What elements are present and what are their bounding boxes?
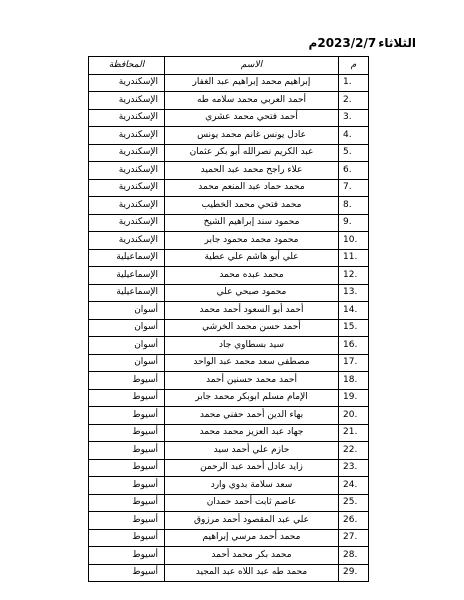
table-row — [89, 214, 369, 232]
table-row — [89, 477, 369, 495]
row-governorate: الإسكندرية — [89, 109, 165, 127]
table-row — [89, 389, 369, 407]
row-name: محمد حماد عبد المنعم محمد — [165, 179, 339, 197]
row-governorate: أسيوط — [89, 372, 165, 390]
row-name: جهاد عبد العزيز محمد محمد — [165, 424, 339, 442]
row-governorate: أسيوط — [89, 389, 165, 407]
row-number: 23. — [339, 459, 369, 477]
row-governorate: الإسماعيلية — [89, 249, 165, 267]
table-row — [89, 144, 369, 162]
table-row — [89, 249, 369, 267]
row-number: 6. — [339, 162, 369, 180]
row-name: علي أبو هاشم علي عطية — [165, 249, 339, 267]
table-header-row — [89, 57, 369, 75]
page-heading — [309, 36, 416, 50]
table-row — [89, 92, 369, 110]
row-governorate: الإسكندرية — [89, 214, 165, 232]
row-name: محمود صبحي علي — [165, 284, 339, 302]
row-name: عاصم ثابت أحمد حمدان — [165, 494, 339, 512]
row-number: 10. — [339, 232, 369, 250]
row-name: أحمد العربي محمد سلامه طه — [165, 92, 339, 110]
table-row — [89, 109, 369, 127]
row-number: 15. — [339, 319, 369, 337]
table-row — [89, 74, 369, 92]
row-governorate: الإسكندرية — [89, 162, 165, 180]
table-row — [89, 424, 369, 442]
row-name: عبد الكريم نصرالله أبو بكر عثمان — [165, 144, 339, 162]
table-row — [89, 564, 369, 582]
row-name: محمد بكر محمد أحمد — [165, 547, 339, 565]
row-governorate: الإسكندرية — [89, 92, 165, 110]
row-governorate: الإسكندرية — [89, 144, 165, 162]
table-row — [89, 354, 369, 372]
table-row — [89, 232, 369, 250]
row-governorate: أسوان — [89, 354, 165, 372]
row-number: 21. — [339, 424, 369, 442]
table-row — [89, 284, 369, 302]
row-number: 7. — [339, 179, 369, 197]
table-row — [89, 267, 369, 285]
row-number: 17. — [339, 354, 369, 372]
row-name: بهاء الدين أحمد حفني محمد — [165, 407, 339, 425]
row-number: 27. — [339, 529, 369, 547]
table-row — [89, 547, 369, 565]
table-row — [89, 459, 369, 477]
column-header-governorate: المحافظة — [89, 57, 165, 75]
participants-table — [88, 56, 369, 582]
row-name: سيد بسطاوي جاد — [165, 337, 339, 355]
row-governorate: أسوان — [89, 319, 165, 337]
row-name: زايد عادل أحمد عبد الرحمن — [165, 459, 339, 477]
table-row — [89, 512, 369, 530]
table-row — [89, 529, 369, 547]
row-name: عادل يونس غانم محمد يونس — [165, 127, 339, 145]
row-governorate: الإسكندرية — [89, 232, 165, 250]
row-number: 25. — [339, 494, 369, 512]
row-number: 13. — [339, 284, 369, 302]
row-number: 26. — [339, 512, 369, 530]
row-name: إبراهيم محمد إبراهيم عبد الغفار — [165, 74, 339, 92]
row-number: 19. — [339, 389, 369, 407]
row-name: أحمد أبو السعود أحمد محمد — [165, 302, 339, 320]
row-governorate: أسيوط — [89, 494, 165, 512]
row-governorate: أسيوط — [89, 547, 165, 565]
row-name: محمد أحمد مرسي إبراهيم — [165, 529, 339, 547]
row-governorate: أسيوط — [89, 512, 165, 530]
row-number: 5. — [339, 144, 369, 162]
column-header-number: م — [339, 57, 369, 75]
row-governorate: أسيوط — [89, 459, 165, 477]
table-row — [89, 494, 369, 512]
row-name: علاء راجح محمد عبد الحميد — [165, 162, 339, 180]
heading-day: الثلاثاء — [378, 36, 416, 50]
row-name: حازم علي أحمد سيد — [165, 442, 339, 460]
row-name: محمد طه عبد اللاه عبد المجيد — [165, 564, 339, 582]
row-number: 18. — [339, 372, 369, 390]
table-row — [89, 127, 369, 145]
row-name: سعد سلامة بدوي وارد — [165, 477, 339, 495]
row-name: أحمد فتحي محمد عشري — [165, 109, 339, 127]
table-row — [89, 179, 369, 197]
row-number: 28. — [339, 547, 369, 565]
row-governorate: أسيوط — [89, 442, 165, 460]
row-governorate: أسوان — [89, 337, 165, 355]
row-governorate: الإسكندرية — [89, 179, 165, 197]
table-row — [89, 442, 369, 460]
row-number: 2. — [339, 92, 369, 110]
row-name: الإمام مسلم ابوبكر محمد جابر — [165, 389, 339, 407]
row-number: 11. — [339, 249, 369, 267]
row-number: 20. — [339, 407, 369, 425]
row-number: 22. — [339, 442, 369, 460]
row-number: 8. — [339, 197, 369, 215]
row-governorate: الإسكندرية — [89, 197, 165, 215]
row-name: محمد عبده محمد — [165, 267, 339, 285]
row-number: 1. — [339, 74, 369, 92]
row-governorate: الإسكندرية — [89, 127, 165, 145]
table-row — [89, 319, 369, 337]
row-name: مصطفى سعد محمد عبد الواحد — [165, 354, 339, 372]
row-name: محمود محمد محمود جابر — [165, 232, 339, 250]
row-name: أحمد محمد حسنين أحمد — [165, 372, 339, 390]
row-governorate: أسيوط — [89, 407, 165, 425]
row-number: 9. — [339, 214, 369, 232]
row-governorate: الإسماعيلية — [89, 267, 165, 285]
row-governorate: الإسماعيلية — [89, 284, 165, 302]
row-number: 14. — [339, 302, 369, 320]
row-number: 3. — [339, 109, 369, 127]
table-row — [89, 372, 369, 390]
table-body — [89, 74, 369, 582]
row-number: 29. — [339, 564, 369, 582]
table-row — [89, 407, 369, 425]
row-number: 16. — [339, 337, 369, 355]
heading-date: 2023/2/7م — [308, 36, 377, 50]
row-governorate: أسيوط — [89, 477, 165, 495]
row-governorate: الإسكندرية — [89, 74, 165, 92]
row-name: علي عبد المقصود أحمد مرزوق — [165, 512, 339, 530]
row-number: 12. — [339, 267, 369, 285]
row-name: محمود سند إبراهيم الشيخ — [165, 214, 339, 232]
row-name: أحمد حسن محمد الخرشي — [165, 319, 339, 337]
row-governorate: أسيوط — [89, 529, 165, 547]
row-name: محمد فتحي محمد الخطيب — [165, 197, 339, 215]
row-governorate: أسيوط — [89, 564, 165, 582]
row-governorate: أسيوط — [89, 424, 165, 442]
row-governorate: أسوان — [89, 302, 165, 320]
table-row — [89, 162, 369, 180]
table-row — [89, 197, 369, 215]
table-row — [89, 302, 369, 320]
row-number: 4. — [339, 127, 369, 145]
column-header-name: الاسم — [165, 57, 339, 75]
table-row — [89, 337, 369, 355]
row-number: 24. — [339, 477, 369, 495]
